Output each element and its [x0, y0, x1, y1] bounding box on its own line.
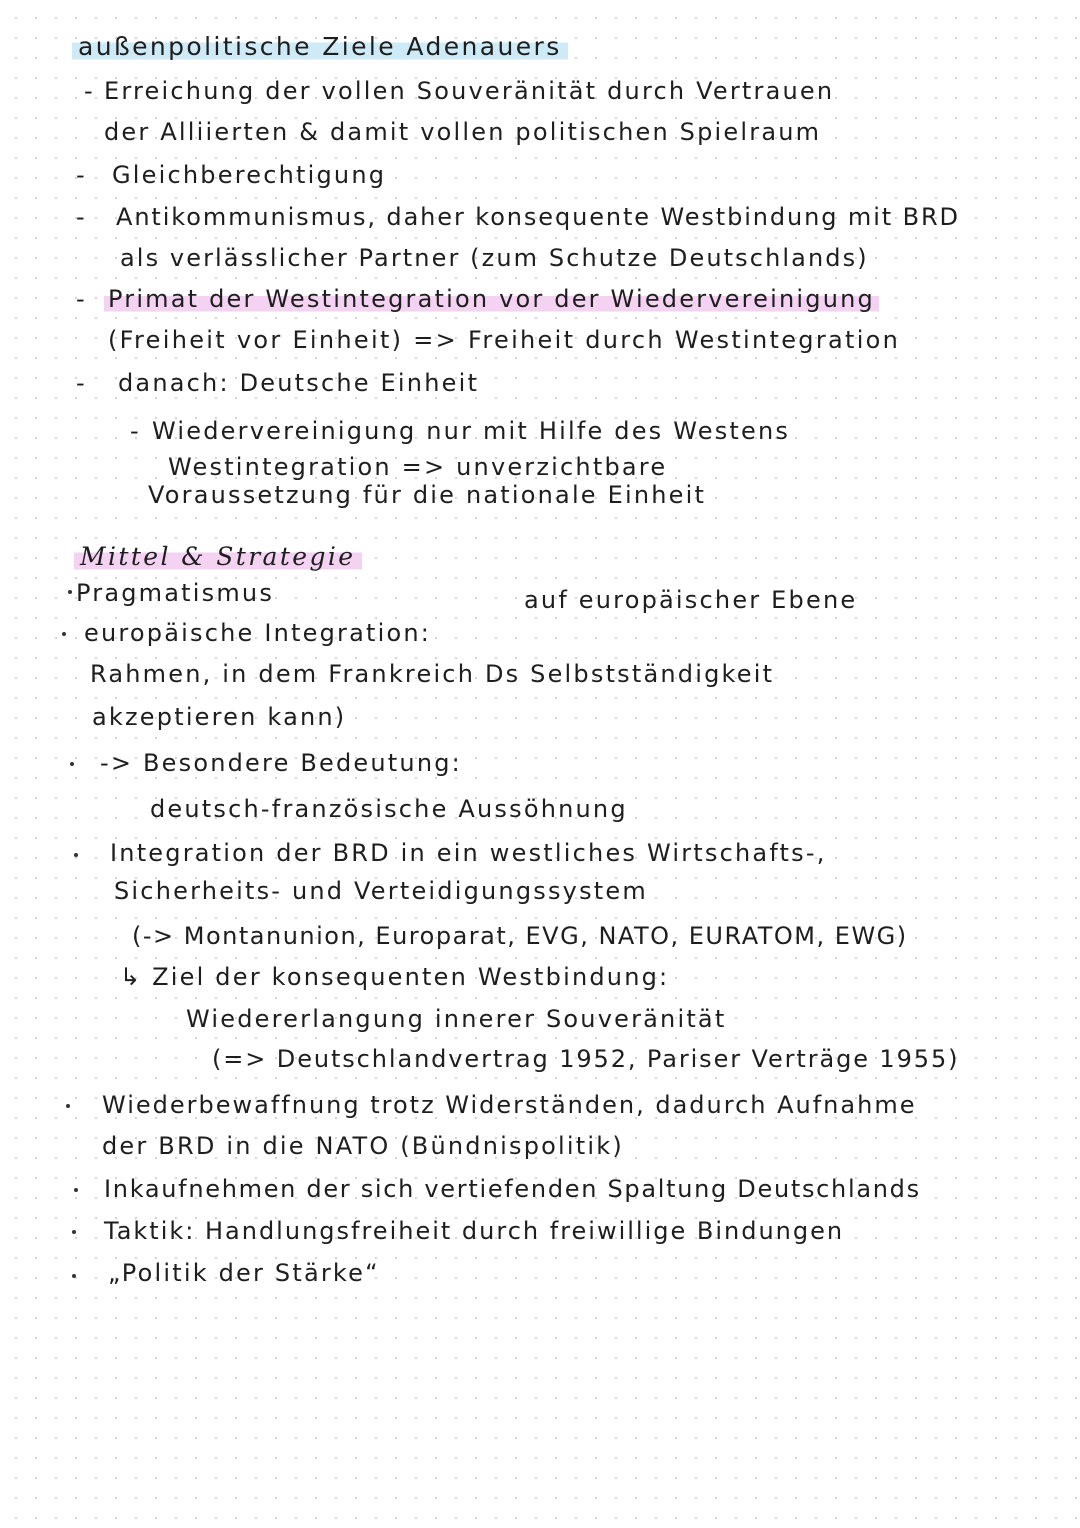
goal-item-4-line-2: (Freiheit vor Einheit) => Freiheit durch Westintegration — [108, 326, 901, 354]
goal-item-2: Gleichberechtigung — [112, 161, 387, 189]
section-heading-goals: außenpolitische Ziele Adenauers — [72, 32, 568, 62]
strategy-goal-westbindung: ↳ Ziel der konsequenten Westbindung: — [120, 963, 670, 991]
dot-bullet — [74, 853, 78, 857]
dot-bullet — [68, 590, 72, 594]
strategy-treaties: (=> Deutschlandvertrag 1952, Pariser Verträge 1955) — [212, 1045, 960, 1073]
goal-sub-item-line-1: Wiedervereinigung nur mit Hilfe des Westens — [152, 417, 791, 445]
goal-item-3-line-1: Antikommunismus, daher konsequente Westbindung mit BRD — [116, 203, 960, 231]
goal-item-1-line-1: Erreichung der vollen Souveränität durch Vertrauen — [104, 77, 835, 105]
dot-bullet — [70, 762, 74, 766]
dot-bullet — [72, 1274, 76, 1278]
strategy-european-integration: europäische Integration: — [84, 619, 432, 647]
strategy-rearmament-line-1: Wiederbewaffnung trotz Widerständen, dadurch Aufnahme — [102, 1091, 917, 1119]
dot-bullet — [74, 1188, 78, 1192]
dash-bullet: - — [76, 203, 85, 231]
dot-bullet — [66, 1104, 70, 1108]
strategy-organisations: (-> Montanunion, Europarat, EVG, NATO, EURATOM, EWG) — [132, 922, 908, 950]
strategy-item-pragmatism-note: auf europäischer Ebene — [524, 586, 858, 614]
strategy-tactic: Taktik: Handlungsfreiheit durch freiwillige Bindungen — [104, 1217, 845, 1245]
dash-bullet: - — [84, 77, 93, 105]
goal-item-4-line-1: Primat der Westintegration vor der Wiedervereinigung — [104, 284, 879, 314]
strategy-west-integration-line-1: Integration der BRD in ein westliches Wirtschafts-, — [110, 839, 827, 867]
strategy-west-integration-line-2: Sicherheits- und Verteidigungssystem — [114, 877, 648, 905]
dot-bullet — [62, 632, 66, 636]
goal-sub-item-line-3: Voraussetzung für die nationale Einheit — [148, 481, 707, 509]
strategy-special-importance: -> Besondere Bedeutung: — [100, 749, 462, 777]
strategy-rearmament-line-2: der BRD in die NATO (Bündnispolitik) — [102, 1132, 624, 1160]
dot-bullet — [72, 1230, 76, 1234]
strategy-reconciliation: deutsch-französische Aussöhnung — [150, 795, 628, 823]
strategy-european-integration-line-3: akzeptieren kann) — [92, 703, 347, 731]
dash-bullet: - — [130, 417, 139, 445]
dash-bullet: - — [76, 369, 85, 397]
strategy-sovereignty: Wiedererlangung innerer Souveränität — [186, 1005, 727, 1033]
dash-bullet: - — [76, 161, 85, 189]
strategy-politics-of-strength: „Politik der Stärke“ — [108, 1259, 380, 1287]
dash-bullet: - — [76, 285, 85, 313]
goal-item-1-line-2: der Alliierten & damit vollen politischen Spielraum — [104, 118, 822, 146]
goal-item-5: danach: Deutsche Einheit — [118, 369, 480, 397]
section-heading-strategy: Mittel & Strategie — [74, 542, 362, 572]
strategy-division: Inkaufnehmen der sich vertiefenden Spaltung Deutschlands — [104, 1175, 921, 1203]
goal-sub-item-line-2: Westintegration => unverzichtbare — [168, 453, 668, 481]
strategy-european-integration-line-2: Rahmen, in dem Frankreich Ds Selbstständigkeit — [90, 660, 775, 688]
goal-item-3-line-2: als verlässlicher Partner (zum Schutze Deutschlands) — [120, 244, 869, 272]
strategy-item-pragmatism: Pragmatismus — [76, 579, 275, 607]
